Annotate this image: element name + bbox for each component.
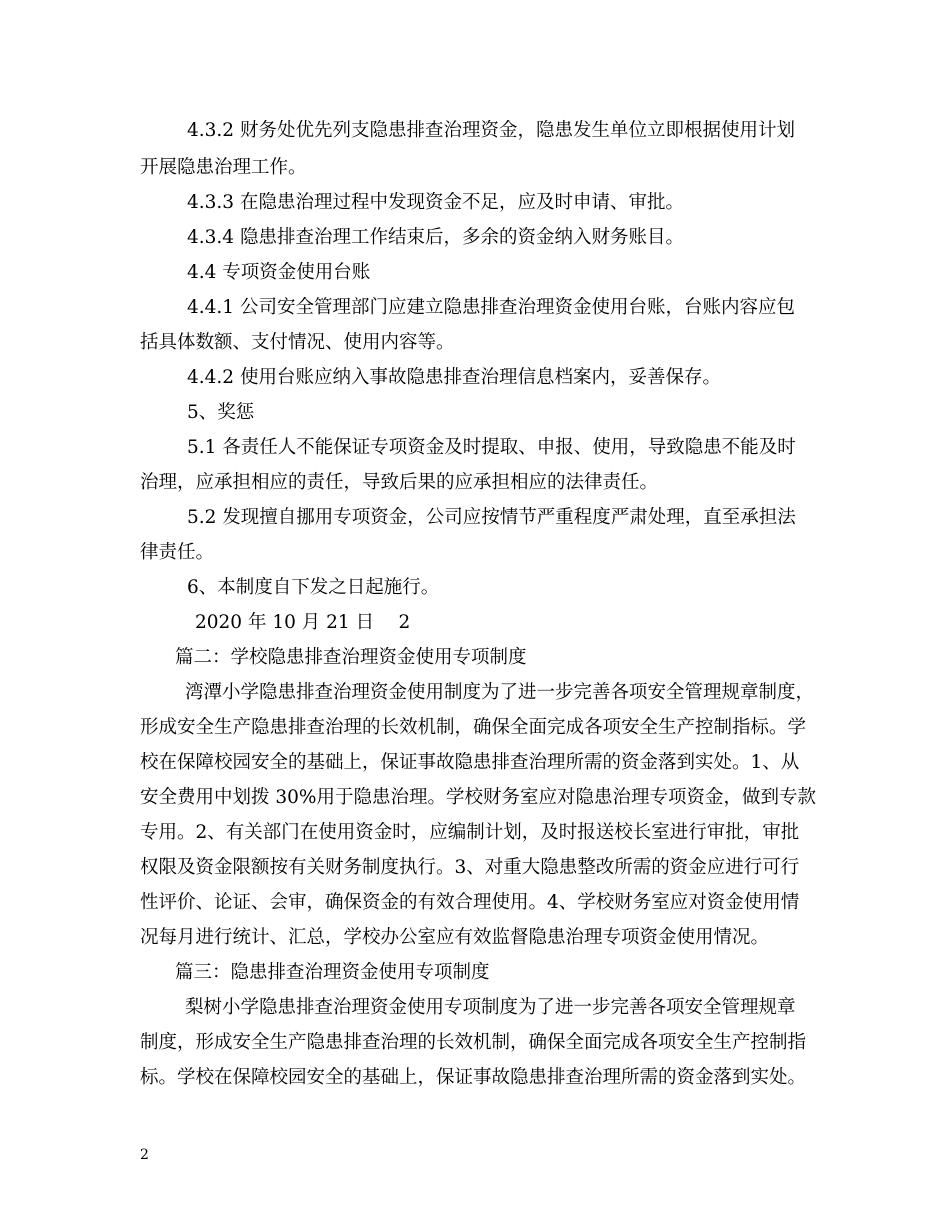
page-number: 2	[140, 1147, 149, 1163]
paragraph-line: 形成安全生产隐患排查治理的长效机制，确保全面完成各项安全生产控制指标。学	[140, 717, 807, 738]
paragraph-line: 括具体数额、支付情况、使用内容等。	[140, 332, 455, 353]
paragraph-line: 校在保障校园安全的基础上，保证事故隐患排查治理所需的资金落到实处。1、从	[140, 752, 800, 773]
paragraph-line: 4.3.3 在隐患治理过程中发现资金不足，应及时申请、审批。	[187, 192, 684, 213]
paragraph-line: 安全费用中划拨 30%用于隐患治理。学校财务室应对隐患治理专项资金，做到专款	[140, 787, 817, 808]
section-heading: 篇二：学校隐患排查治理资金使用专项制度	[175, 647, 527, 668]
paragraph-line: 专用。2、有关部门在使用资金时，应编制计划，及时报送校长室进行审批，审批	[140, 822, 800, 843]
section-heading: 篇三：隐患排查治理资金使用专项制度	[175, 962, 490, 983]
paragraph-line: 6、本制度自下发之日起施行。	[187, 577, 440, 598]
section-heading: 4.4 专项资金使用台账	[187, 262, 371, 283]
paragraph-line: 权限及资金限额按有关财务制度执行。3、对重大隐患整改所需的资金应进行可行	[140, 857, 800, 878]
paragraph-line: 4.4.2 使用台账应纳入事故隐患排查治理信息档案内，妥善保存。	[187, 367, 721, 388]
date-line: 2020 年 10 月 21 日 2	[195, 612, 411, 633]
paragraph-line: 标。学校在保障校园安全的基础上，保证事故隐患排查治理所需的资金落到实处。	[140, 1067, 807, 1088]
paragraph-line: 4.3.4 隐患排查治理工作结束后，多余的资金纳入财务账目。	[187, 227, 684, 248]
paragraph-line: 治理，应承担相应的责任，导致后果的应承担相应的法律责任。	[140, 472, 659, 493]
paragraph-line: 4.4.1 公司安全管理部门应建立隐患排查治理资金使用台账，台账内容应包	[187, 297, 795, 318]
paragraph-line: 律责任。	[140, 542, 215, 563]
section-heading: 5、奖惩	[187, 402, 255, 423]
paragraph-line: 开展隐患治理工作。	[140, 157, 307, 178]
paragraph-line: 湾潭小学隐患排查治理资金使用制度为了进一步完善各项安全管理规章制度，	[185, 682, 815, 703]
paragraph-line: 制度，形成安全生产隐患排查治理的长效机制，确保全面完成各项安全生产控制指	[140, 1032, 807, 1053]
paragraph-line: 性评价、论证、会审，确保资金的有效合理使用。4、学校财务室应对资金使用情	[140, 892, 800, 913]
paragraph-line: 况每月进行统计、汇总，学校办公室应有效监督隐患治理专项资金使用情况。	[140, 927, 770, 948]
paragraph-line: 4.3.2 财务处优先列支隐患排查治理资金，隐患发生单位立即根据使用计划	[187, 120, 795, 141]
paragraph-line: 5.2 发现擅自挪用专项资金，公司应按情节严重程度严肃处理，直至承担法	[187, 507, 796, 528]
paragraph-line: 梨树小学隐患排查治理资金使用专项制度为了进一步完善各项安全管理规章	[185, 997, 796, 1018]
paragraph-line: 5.1 各责任人不能保证专项资金及时提取、申报、使用，导致隐患不能及时	[187, 437, 796, 458]
